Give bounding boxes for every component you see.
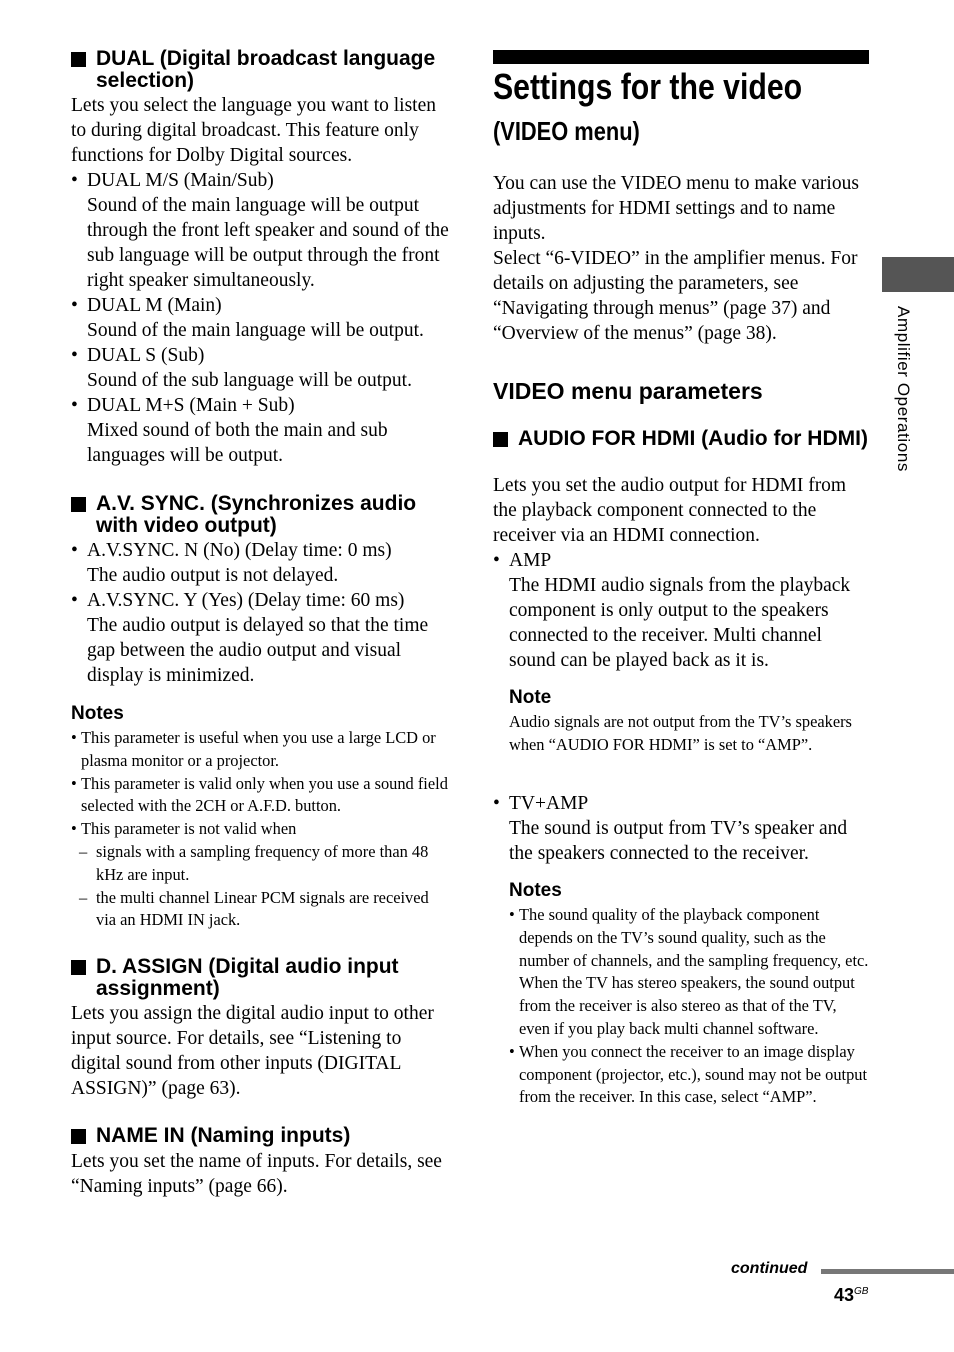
notes-heading: Notes	[509, 880, 562, 901]
section-heading-text: D. ASSIGN (Digital audio input assignment)	[96, 955, 399, 1000]
list-item-desc: Mixed sound of both the main and sub languages will be output.	[87, 420, 388, 466]
continued-label: continued	[731, 1260, 808, 1277]
note-item	[509, 1041, 869, 1109]
side-tab-marker	[882, 257, 954, 292]
dassign-text: Lets you assign the digital audio input to other input source. For details, see “Listening to digital sound from other inputs (DIGITAL ASSIGN)” (page 63).	[71, 1003, 434, 1099]
list-item	[71, 538, 449, 588]
list-item	[71, 393, 449, 468]
list-item	[71, 293, 449, 343]
note-sub-text: the multi channel Linear PCM signals are received via an HDMI IN jack.	[96, 887, 429, 930]
avsync-section-body	[71, 538, 449, 688]
bullet-icon: •	[71, 295, 78, 316]
section-heading-avsync	[71, 493, 451, 537]
side-tab-label: Amplifier Operations	[894, 306, 913, 473]
square-bullet-icon	[71, 1129, 86, 1144]
note-sub-item	[71, 887, 449, 933]
list-item	[71, 588, 449, 688]
intro-paragraph-2: Select “6-VIDEO” in the amplifier menus. For details on adjusting the parameters, see “Navigating through menus” (page 37) and “Overview of the menus” (page 38).	[493, 248, 858, 344]
notes-list	[509, 904, 869, 1109]
list-item-desc: The sound is output from TV’s speaker and the speakers connected to the receiver.	[509, 818, 848, 864]
note-item	[509, 904, 869, 1041]
bullet-icon: •	[71, 819, 77, 839]
bullet-icon: •	[71, 590, 78, 611]
square-bullet-icon	[71, 497, 86, 512]
section-heading-audio-hdmi	[493, 428, 871, 450]
namein-text: Lets you set the name of inputs. For details, see “Naming inputs” (page 66).	[71, 1151, 442, 1197]
bullet-icon: •	[71, 773, 77, 793]
list-item-label: DUAL M (Main)	[87, 295, 222, 316]
video-intro	[493, 171, 869, 346]
list-item-desc: The audio output is delayed so that the time gap between the audio output and visual display is minimized.	[87, 615, 429, 686]
note-text: This parameter is valid only when you use a sound field selected with the 2CH or A.F.D. button.	[81, 773, 448, 816]
notes-list	[71, 727, 449, 932]
section-heading-text: AUDIO FOR HDMI (Audio for HDMI)	[518, 427, 868, 450]
list-item-label: DUAL S (Sub)	[87, 345, 205, 366]
list-item-desc: Sound of the main language will be output through the front left speaker and sound of the sub language will be output through the front right speaker simultaneously.	[87, 195, 449, 291]
page-number-value: 43	[834, 1285, 855, 1305]
dual-section-body	[71, 93, 449, 468]
bullet-icon: •	[71, 345, 78, 366]
dash-icon: –	[79, 841, 88, 861]
list-item-label: TV+AMP	[509, 793, 589, 814]
list-item-label: DUAL M+S (Main + Sub)	[87, 395, 295, 416]
note-item	[71, 818, 449, 841]
list-item-label: AMP	[509, 550, 552, 571]
note-text: When you connect the receiver to an image display component (projector, etc.), sound may not be output from the receiver. In this case, select “AMP”.	[519, 1041, 868, 1107]
section-heading-text: NAME IN (Naming inputs)	[96, 1124, 351, 1147]
section-heading-namein	[71, 1125, 451, 1147]
bullet-icon: •	[509, 905, 515, 924]
namein-section-body	[71, 1149, 449, 1199]
list-item	[71, 343, 449, 393]
dual-intro: Lets you select the language you want to listen to during digital broadcast. This feature only functions for Dolby Digital sources.	[71, 95, 436, 166]
square-bullet-icon	[71, 960, 86, 975]
section-heading-text: DUAL (Digital broadcast language selection)	[96, 47, 436, 92]
bullet-icon: •	[71, 728, 77, 747]
bullet-icon: •	[71, 395, 78, 416]
note-text: This parameter is not valid when	[81, 819, 297, 839]
bullet-icon: •	[509, 1041, 515, 1061]
list-item-label: DUAL M/S (Main/Sub)	[87, 170, 274, 191]
tvamp-item	[493, 791, 869, 866]
page-number	[834, 1281, 868, 1306]
list-item-desc: Sound of the main language will be output.	[87, 320, 424, 341]
list-item	[493, 791, 869, 866]
page-subtitle: (VIDEO menu)	[493, 116, 640, 146]
note-sub-item	[71, 841, 449, 887]
note-item	[71, 773, 449, 819]
bullet-icon: •	[493, 793, 500, 814]
note-heading: Note	[509, 687, 552, 708]
section-heading-text: A.V. SYNC. (Synchronizes audio with video output)	[96, 492, 417, 537]
continued-rule	[821, 1269, 954, 1274]
list-item-desc: Sound of the sub language will be output.	[87, 370, 412, 391]
list-item	[493, 548, 869, 673]
note-text: Audio signals are not output from the TV’s speakers when “AUDIO FOR HDMI” is set to “AMP”.	[509, 712, 852, 754]
note-item	[71, 727, 449, 773]
page-title: Settings for the video	[493, 66, 803, 107]
video-menu-parameters-heading: VIDEO menu parameters	[493, 378, 763, 404]
section-heading-dassign	[71, 956, 451, 1000]
audio-hdmi-intro: Lets you set the audio output for HDMI from the playback component connected to the receiver via an HDMI connection.	[493, 475, 847, 546]
square-bullet-icon	[493, 432, 508, 447]
page-number-suffix: GB	[854, 1286, 869, 1297]
intro-paragraph-1: You can use the VIDEO menu to make various adjustments for HDMI settings and to name inputs.	[493, 173, 859, 244]
dassign-section-body	[71, 1001, 449, 1101]
dash-icon: –	[79, 887, 88, 907]
audio-hdmi-body	[493, 473, 869, 673]
notes-heading: Notes	[71, 703, 124, 724]
list-item-desc: The HDMI audio signals from the playback component is only output to the speakers connected to the receiver. Multi channel sound can be played back as it is.	[509, 575, 851, 671]
square-bullet-icon	[71, 52, 86, 67]
bullet-icon: •	[71, 170, 78, 191]
note-sub-text: signals with a sampling frequency of more than 48 kHz are input.	[96, 841, 429, 884]
note-text: The sound quality of the playback component depends on the TV’s sound quality, such as the number of channels, and the sampling frequency, etc. When the TV has stereo speakers, the sound output from the receiver is also stereo as that of the TV, even if you play back multi channel software.	[519, 905, 869, 1038]
section-heading-dual	[71, 48, 451, 92]
list-item-label: A.V.SYNC. Y (Yes) (Delay time: 60 ms)	[87, 590, 405, 611]
note-text: This parameter is useful when you use a large LCD or plasma monitor or a projector.	[81, 728, 436, 770]
list-item-label: A.V.SYNC. N (No) (Delay time: 0 ms)	[87, 540, 392, 561]
bullet-icon: •	[71, 540, 78, 561]
bullet-icon: •	[493, 550, 500, 571]
list-item-desc: The audio output is not delayed.	[87, 565, 339, 586]
list-item	[71, 168, 449, 293]
